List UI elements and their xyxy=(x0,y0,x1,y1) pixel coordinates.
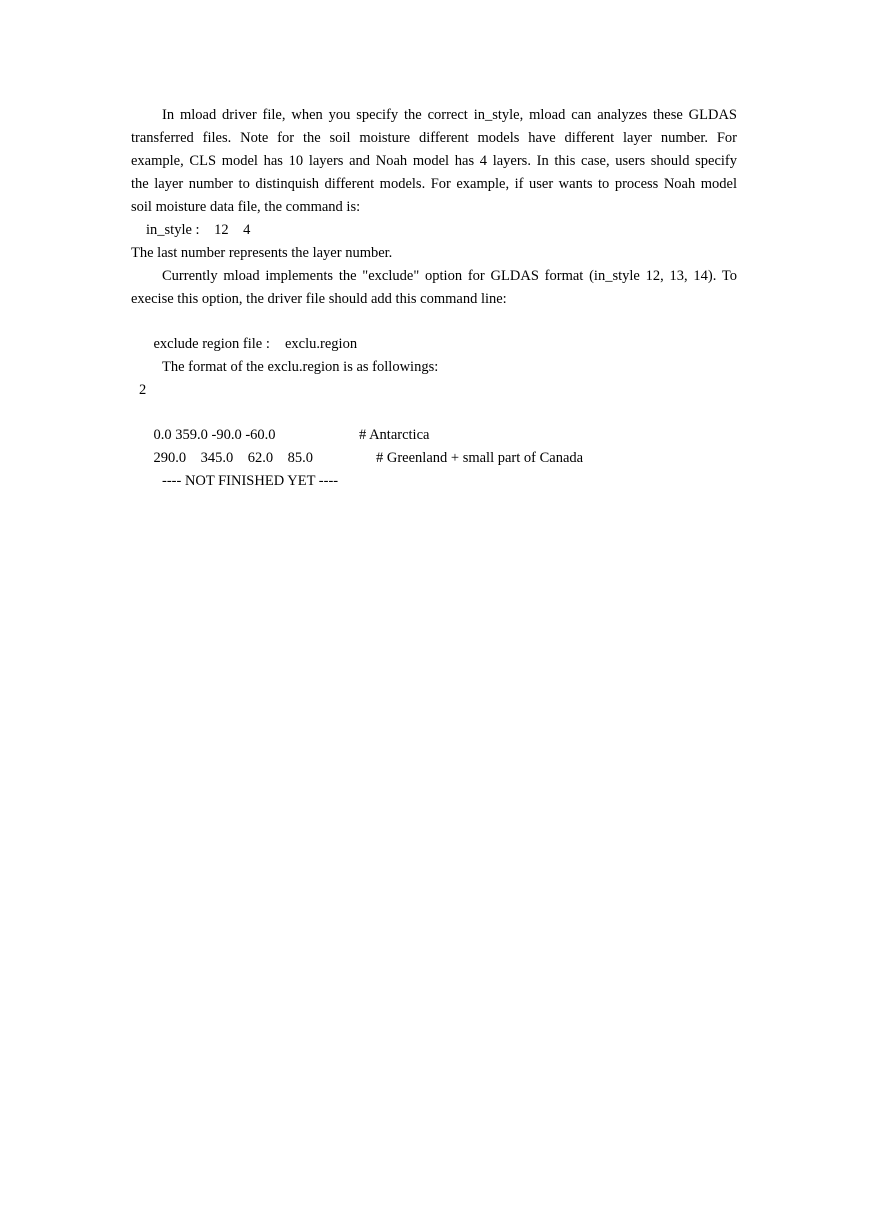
paragraph-1-line-2: transferred files. Note for the soil moisture different models have different layer number. For xyxy=(131,130,737,146)
exclude-command-value: exclu.region xyxy=(285,336,358,352)
paragraph-1-line-3: example, CLS model has 10 layers and Noah model has 4 layers. In this case, users should specify xyxy=(131,153,737,169)
region-row xyxy=(139,401,745,443)
not-finished-note: ---- NOT FINISHED YET ---- xyxy=(162,473,339,489)
paragraph-2-line-2: execise this option, the driver file should add this command line: xyxy=(131,291,507,307)
region-count: 2 xyxy=(139,382,147,398)
paragraph-2-line-1: Currently mload implements the "exclude" option for GLDAS format (in_style 12, 13, 14). To xyxy=(162,268,737,284)
format-intro: The format of the exclu.region is as followings: xyxy=(162,359,439,375)
exclude-command-line xyxy=(139,310,745,352)
in-style-command-example: in_style : 12 4 xyxy=(146,222,251,238)
layer-number-note: The last number represents the layer number. xyxy=(131,245,393,261)
region-comment: # Antarctica xyxy=(359,427,430,443)
paragraph-1-line-5: soil moisture data file, the command is: xyxy=(131,199,361,215)
paragraph-1-line-4: the layer number to distinquish different models. For example, if user wants to process Noah model xyxy=(131,176,737,192)
region-row xyxy=(139,424,745,466)
exclude-command-label: exclude region file : xyxy=(153,336,270,352)
region-values: 290.0 345.0 62.0 85.0 xyxy=(153,450,313,466)
paragraph-1-line-1: In mload driver file, when you specify the correct in_style, mload can analyzes these GLDAS xyxy=(162,107,737,123)
region-comment: # Greenland + small part of Canada xyxy=(376,450,584,466)
region-values: 0.0 359.0 -90.0 -60.0 xyxy=(153,427,276,443)
